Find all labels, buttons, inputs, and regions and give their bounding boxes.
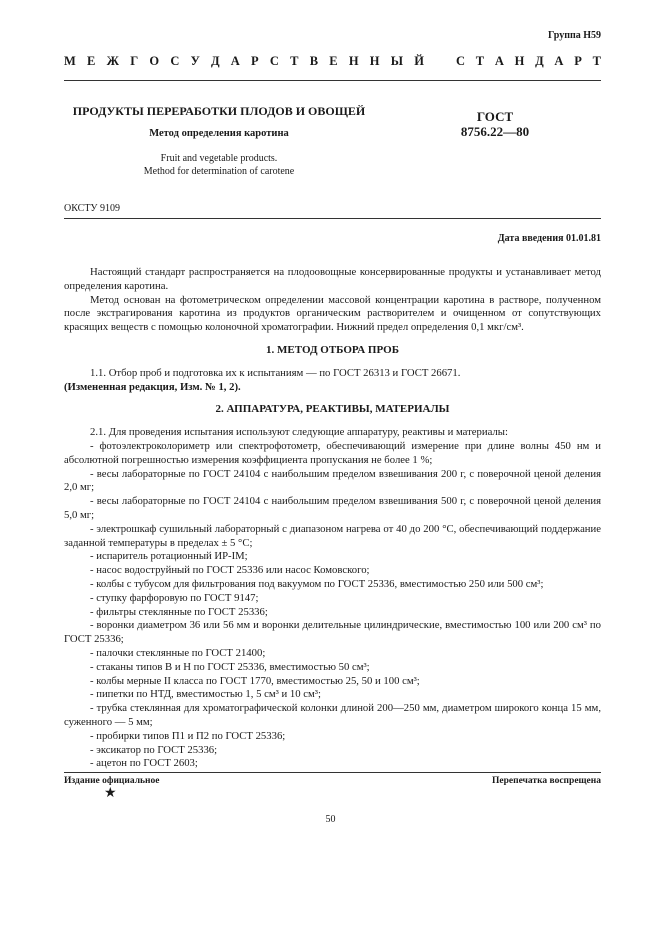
okstu-code: ОКСТУ 9109 (64, 203, 121, 214)
okstu-rule (64, 218, 601, 219)
list-item: - весы лабораторные по ГОСТ 24104 с наибольшим пределом взвешивания 200 г, с поверочной ценой деления 2,0 мг; (64, 467, 601, 494)
english-title-line-2: Method for determination of carotene (143, 166, 295, 177)
reprint-prohibited-label: Перепечатка воспрещена (491, 776, 601, 786)
banner-letter: Г (130, 54, 139, 68)
document-title: ПРОДУКТЫ ПЕРЕРАБОТКИ ПЛОДОВ И ОВОЩЕЙ (72, 104, 366, 118)
list-item: - палочки стеклянные по ГОСТ 21400; (90, 646, 266, 659)
list-item: - колбы мерные II класса по ГОСТ 1770, вместимостью 25, 50 и 100 см³; (90, 674, 420, 687)
section-2-lead: 2.1. Для проведения испытания используют следующие аппаратуру, реактивы и материалы: (90, 426, 508, 439)
banner-letter: А (494, 54, 504, 68)
list-item: - эксикатор по ГОСТ 25336; (90, 743, 218, 756)
section-2-heading: 2. АППАРАТУРА, РЕАКТИВЫ, МАТЕРИАЛЫ (215, 403, 450, 416)
gost-number (440, 109, 550, 139)
banner-letter: Е (87, 54, 96, 68)
list-item: - ступку фарфоровую по ГОСТ 9147; (90, 591, 259, 604)
footer-rule (64, 772, 601, 773)
banner-letter: Т (592, 54, 601, 68)
banner-letter: Д (210, 54, 220, 68)
banner-letter: Т (475, 54, 485, 68)
list-item: - испаритель ротационный ИР-IМ; (90, 550, 248, 563)
banner-letter: Е (329, 54, 338, 68)
banner-letter: С (456, 54, 466, 68)
banner-letter: Н (369, 54, 380, 68)
effective-date: Дата введения 01.01.81 (497, 233, 601, 244)
standard-banner (64, 54, 601, 69)
section-1-text: 1.1. Отбор проб и подготовка их к испытаниям — по ГОСТ 26313 и ГОСТ 26671. (90, 366, 461, 379)
banner-letter: С (170, 54, 180, 68)
list-item: - колбы с тубусом для фильтрования под вакуумом по ГОСТ 25336, вместимостью 250 или 500 см³; (90, 577, 544, 590)
banner-letter: В (309, 54, 319, 68)
official-edition-label: Издание официальное (64, 776, 160, 786)
intro-paragraph-1: Настоящий стандарт распространяется на плодоовощные консервированные продукты и устанавливает метод определения каротина. (64, 266, 601, 292)
section-1-heading: 1. МЕТОД ОТБОРА ПРОБ (266, 343, 399, 356)
banner-word-interstate (64, 54, 424, 69)
banner-letter: Д (535, 54, 544, 68)
banner-letter: Р (251, 54, 259, 68)
english-title (64, 152, 374, 178)
english-title-line-1: Fruit and vegetable products. (160, 153, 278, 164)
banner-letter: А (554, 54, 564, 68)
group-code: Группа Н59 (548, 30, 601, 41)
banner-word-standard (456, 54, 601, 69)
list-item: - фильтры стеклянные по ГОСТ 25336; (90, 605, 268, 618)
document-subtitle: Метод определения каротина (149, 128, 289, 139)
banner-letter: Н (514, 54, 525, 68)
intro-paragraph-2: Метод основан на фотометрическом определении массовой концентрации каротина в растворе, полученном после экстрагирования каротина из продуктов органическим растворителем и очищенном от сопутствующих красящих веществ с помощью колоночной хроматографии. Нижний предел определения 0,1 мкг/см³. (64, 293, 601, 334)
banner-letter: А (230, 54, 240, 68)
materials-list (64, 440, 601, 771)
banner-letter: Ы (390, 54, 404, 68)
banner-letter: Н (348, 54, 359, 68)
banner-letter: Й (414, 54, 424, 68)
banner-letter: Ж (106, 54, 119, 68)
banner-letter: Т (290, 54, 299, 68)
banner-letter: О (149, 54, 160, 68)
star-icon: ★ (104, 786, 117, 801)
gost-label: ГОСТ (476, 109, 514, 124)
banner-letter: Р (574, 54, 582, 68)
banner-letter: С (269, 54, 279, 68)
list-item: - пробирки типов П1 и П2 по ГОСТ 25336; (90, 729, 286, 742)
list-item: - фотоэлектроколориметр или спектрофотометр, обеспечивающий измерение при длине волны 450 нм и абсолютной погрешностью измерения коэффициента пропускания не более 1 %; (64, 439, 601, 466)
banner-letter: М (64, 54, 76, 68)
header-rule (64, 80, 601, 81)
banner-letter: У (190, 54, 200, 68)
list-item: - электрошкаф сушильный лабораторный с диапазоном нагрева от 40 до 200 °С, обеспечивающий поддержание заданной температуры в пределах ± 5 °С; (64, 522, 601, 549)
gost-code: 8756.22—80 (460, 124, 530, 139)
list-item: - стаканы типов В и Н по ГОСТ 25336, вместимостью 50 см³; (90, 660, 370, 673)
list-item: - весы лабораторные по ГОСТ 24104 с наибольшим пределом взвешивания 500 г, с поверочной ценой деления 5,0 мг; (64, 495, 601, 521)
list-item: - пипетки по НТД, вместимостью 1, 5 см³ и 10 см³; (90, 688, 321, 701)
list-item: - ацетон по ГОСТ 2603; (90, 757, 198, 770)
document-body (64, 266, 601, 771)
list-item: - насос водоструйный по ГОСТ 25336 или насос Комовского; (90, 564, 370, 577)
section-1-note: (Измененная редакция, Изм. № 1, 2). (64, 380, 241, 393)
page-number: 50 (325, 814, 336, 825)
list-item: - воронки диаметром 36 или 56 мм и воронки делительные цилиндрические, вместимостью 100 или 200 см³ по ГОСТ 25336; (64, 619, 601, 646)
list-item: - трубка стеклянная для хроматографической колонки длиной 200—250 мм, диаметром широкого конца 15 мм, суженного — 5 мм; (64, 702, 601, 728)
